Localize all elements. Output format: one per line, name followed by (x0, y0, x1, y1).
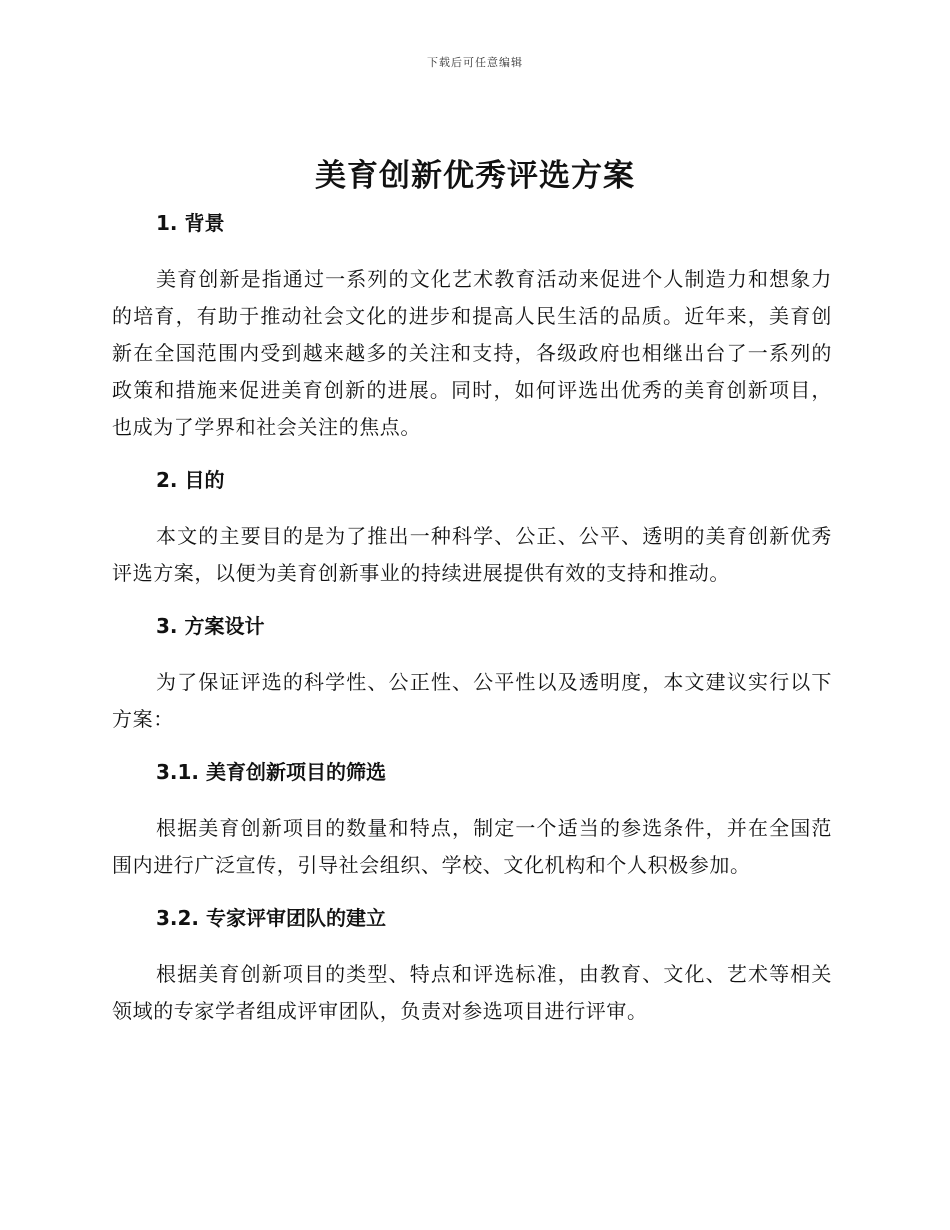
section-heading-expert-panel: 3.2. 专家评审团队的建立 (156, 906, 386, 930)
document-title: 美育创新优秀评选方案 (315, 158, 635, 194)
section-heading-background: 1. 背景 (156, 211, 225, 235)
section-paragraph-purpose: 本文的主要目的是为了推出一种科学、公正、公平、透明的美育创新优秀评选方案，以便为美育创新事业的持续进展提供有效的支持和推动。 (112, 524, 832, 585)
section-paragraph-project-screening: 根据美育创新项目的数量和特点，制定一个适当的参选条件，并在全国范围内进行广泛宣传，引导社会组织、学校、文化机构和个人积极参加。 (112, 816, 832, 877)
document-body (112, 203, 832, 1030)
section-paragraph-expert-panel: 根据美育创新项目的类型、特点和评选标准，由教育、文化、艺术等相关领域的专家学者组成评审团队，负责对参选项目进行评审。 (112, 962, 832, 1023)
section-heading-purpose: 2. 目的 (156, 468, 225, 492)
section-heading-plan-design: 3. 方案设计 (156, 614, 265, 638)
section-paragraph-background: 美育创新是指通过一系列的文化艺术教育活动来促进个人制造力和想象力的培育，有助于推动社会文化的进步和提高人民生活的品质。近年来，美育创新在全国范围内受到越来越多的关注和支持，各级政府也相继出台了一系列的政策和措施来促进美育创新的进展。同时，如何评选出优秀的美育创新项目，也成为了学界和社会关注的焦点。 (112, 267, 832, 439)
section-paragraph-plan-design: 为了保证评选的科学性、公正性、公平性以及透明度，本文建议实行以下方案： (112, 670, 832, 731)
section-heading-project-screening: 3.1. 美育创新项目的筛选 (156, 760, 386, 784)
page-header-note: 下载后可任意编辑 (427, 56, 523, 69)
